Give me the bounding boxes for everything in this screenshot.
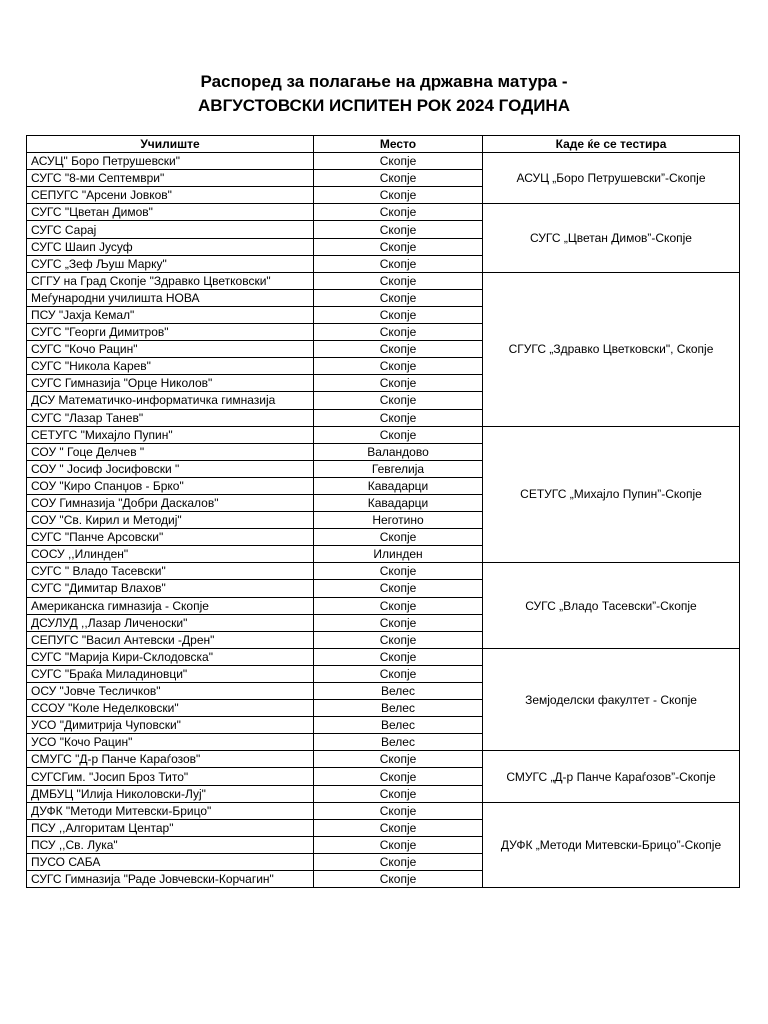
school-cell: АСУЦ" Боро Петрушевски" bbox=[27, 153, 314, 170]
place-cell: Скопје bbox=[314, 341, 483, 358]
place-cell: Скопје bbox=[314, 563, 483, 580]
school-cell: СУГС "Кочо Рацин" bbox=[27, 341, 314, 358]
document-title bbox=[0, 70, 768, 118]
school-cell: ДУФК "Методи Митевски-Брицо" bbox=[27, 802, 314, 819]
school-cell: СЕПУГС "Арсени Јовков" bbox=[27, 187, 314, 204]
place-cell: Илинден bbox=[314, 546, 483, 563]
school-cell: ССОУ "Коле Неделковски" bbox=[27, 700, 314, 717]
place-cell: Велес bbox=[314, 683, 483, 700]
place-cell: Скопје bbox=[314, 272, 483, 289]
place-cell: Велес bbox=[314, 717, 483, 734]
place-cell: Велес bbox=[314, 734, 483, 751]
school-cell: СУГС "8-ми Септември" bbox=[27, 170, 314, 187]
school-cell: Меѓународни училишта НОВА bbox=[27, 289, 314, 306]
place-cell: Велес bbox=[314, 700, 483, 717]
place-cell: Скопје bbox=[314, 153, 483, 170]
school-cell: УСО "Димитрија Чуповски" bbox=[27, 717, 314, 734]
place-cell: Скопје bbox=[314, 871, 483, 888]
school-cell: СУГС "Браќа Миладиновци" bbox=[27, 665, 314, 682]
school-cell: СУГС "Димитар Влахов" bbox=[27, 580, 314, 597]
school-cell: СОУ Гимназија "Добри Даскалов" bbox=[27, 494, 314, 511]
place-cell: Скопје bbox=[314, 324, 483, 341]
table-body bbox=[27, 153, 740, 888]
place-cell: Скопје bbox=[314, 170, 483, 187]
school-cell: СУГС "Панче Арсовски" bbox=[27, 529, 314, 546]
school-cell: СЕТУГС "Михајло Пупин" bbox=[27, 426, 314, 443]
place-cell: Скопје bbox=[314, 529, 483, 546]
school-cell: ПУСО САБА bbox=[27, 853, 314, 870]
test-location-cell: СЕТУГС „Михајло Пупин”-Скопје bbox=[483, 426, 740, 563]
table-row bbox=[27, 648, 740, 665]
place-cell: Скопје bbox=[314, 358, 483, 375]
exam-schedule-table bbox=[26, 135, 740, 888]
place-cell: Скопје bbox=[314, 819, 483, 836]
place-cell: Скопје bbox=[314, 426, 483, 443]
school-cell: СУГС "Никола Карев" bbox=[27, 358, 314, 375]
test-location-cell: СУГС „Владо Тасевски”-Скопје bbox=[483, 563, 740, 648]
place-cell: Скопје bbox=[314, 631, 483, 648]
test-location-cell: АСУЦ „Боро Петрушевски”-Скопје bbox=[483, 153, 740, 204]
school-cell: СОУ " Јосиф Јосифовски " bbox=[27, 460, 314, 477]
title-line-1: Распоред за полагање на државна матура - bbox=[200, 72, 568, 91]
place-cell: Скопје bbox=[314, 802, 483, 819]
place-cell: Валандово bbox=[314, 443, 483, 460]
place-cell: Скопје bbox=[314, 392, 483, 409]
school-cell: ДСУ Математичко-информатичка гимназија bbox=[27, 392, 314, 409]
place-cell: Гевгелија bbox=[314, 460, 483, 477]
school-cell: ОСУ "Јовче Тесличков" bbox=[27, 683, 314, 700]
table-row bbox=[27, 802, 740, 819]
place-cell: Скопје bbox=[314, 768, 483, 785]
test-location-cell: ДУФК „Методи Митевски-Брицо”-Скопје bbox=[483, 802, 740, 887]
place-cell: Скопје bbox=[314, 836, 483, 853]
school-cell: СУГСГим. "Јосип Броз Тито" bbox=[27, 768, 314, 785]
test-location-cell: СГУГС „Здравко Цветковски", Скопје bbox=[483, 272, 740, 426]
header-test-location: Каде ќе се тестира bbox=[483, 136, 740, 153]
school-cell: СОУ "Киро Спанџов - Брко" bbox=[27, 477, 314, 494]
school-cell: СУГС Сарај bbox=[27, 221, 314, 238]
place-cell: Скопје bbox=[314, 580, 483, 597]
place-cell: Скопје bbox=[314, 187, 483, 204]
place-cell: Скопје bbox=[314, 853, 483, 870]
school-cell: СОСУ ,,Илинден" bbox=[27, 546, 314, 563]
school-cell: СУГС " Владо Тасевски" bbox=[27, 563, 314, 580]
school-cell: СУГС "Георги Димитров" bbox=[27, 324, 314, 341]
header-row bbox=[27, 136, 740, 153]
header-place: Место bbox=[314, 136, 483, 153]
school-cell: СУГС "Лазар Танев" bbox=[27, 409, 314, 426]
table-row bbox=[27, 751, 740, 768]
title-line-2: АВГУСТОВСКИ ИСПИТЕН РОК 2024 ГОДИНА bbox=[198, 96, 570, 115]
school-cell: СОУ " Гоце Делчев " bbox=[27, 443, 314, 460]
school-cell: ПСУ ,,Алгоритам Центар" bbox=[27, 819, 314, 836]
school-cell: СУГС „Зеф Љуш Марку" bbox=[27, 255, 314, 272]
place-cell: Скопје bbox=[314, 751, 483, 768]
place-cell: Кавадарци bbox=[314, 494, 483, 511]
school-cell: СУГС Гимназија "Раде Јовчевски-Корчагин" bbox=[27, 871, 314, 888]
place-cell: Неготино bbox=[314, 512, 483, 529]
school-cell: ДСУЛУД ,,Лазар Личеноски" bbox=[27, 614, 314, 631]
test-location-cell: СМУГС „Д-р Панче Караѓозов”-Скопје bbox=[483, 751, 740, 802]
table-row bbox=[27, 563, 740, 580]
test-location-cell: СУГС „Цветан Димов”-Скопје bbox=[483, 204, 740, 272]
school-cell: ДМБУЦ "Илија Николовски-Луј" bbox=[27, 785, 314, 802]
place-cell: Скопје bbox=[314, 289, 483, 306]
place-cell: Скопје bbox=[314, 648, 483, 665]
school-cell: СУГС "Марија Кири-Склодовска" bbox=[27, 648, 314, 665]
place-cell: Скопје bbox=[314, 665, 483, 682]
place-cell: Скопје bbox=[314, 238, 483, 255]
school-cell: УСО "Кочо Рацин" bbox=[27, 734, 314, 751]
school-cell: СМУГС "Д-р Панче Караѓозов" bbox=[27, 751, 314, 768]
school-cell: ПСУ ,,Св. Лука" bbox=[27, 836, 314, 853]
table-row bbox=[27, 153, 740, 170]
place-cell: Скопје bbox=[314, 255, 483, 272]
place-cell: Скопје bbox=[314, 375, 483, 392]
table-row bbox=[27, 426, 740, 443]
table-row bbox=[27, 272, 740, 289]
place-cell: Скопје bbox=[314, 409, 483, 426]
school-cell: СУГС Шаип Јусуф bbox=[27, 238, 314, 255]
school-cell: СОУ "Св. Кирил и Методиј" bbox=[27, 512, 314, 529]
school-cell: СЕПУГС "Васил Антевски -Дрен" bbox=[27, 631, 314, 648]
school-cell: СУГС "Цветан Димов" bbox=[27, 204, 314, 221]
place-cell: Скопје bbox=[314, 597, 483, 614]
school-cell: СУГС Гимназија "Орце Николов" bbox=[27, 375, 314, 392]
table-row bbox=[27, 204, 740, 221]
school-cell: ПСУ "Јахја Кемал" bbox=[27, 306, 314, 323]
place-cell: Скопје bbox=[314, 785, 483, 802]
school-cell: Американска гимназија - Скопје bbox=[27, 597, 314, 614]
place-cell: Скопје bbox=[314, 204, 483, 221]
place-cell: Скопје bbox=[314, 306, 483, 323]
place-cell: Кавадарци bbox=[314, 477, 483, 494]
test-location-cell: Земјоделски факултет - Скопје bbox=[483, 648, 740, 751]
school-cell: СГГУ на Град Скопје "Здравко Цветковски" bbox=[27, 272, 314, 289]
place-cell: Скопје bbox=[314, 614, 483, 631]
place-cell: Скопје bbox=[314, 221, 483, 238]
header-school: Училиште bbox=[27, 136, 314, 153]
